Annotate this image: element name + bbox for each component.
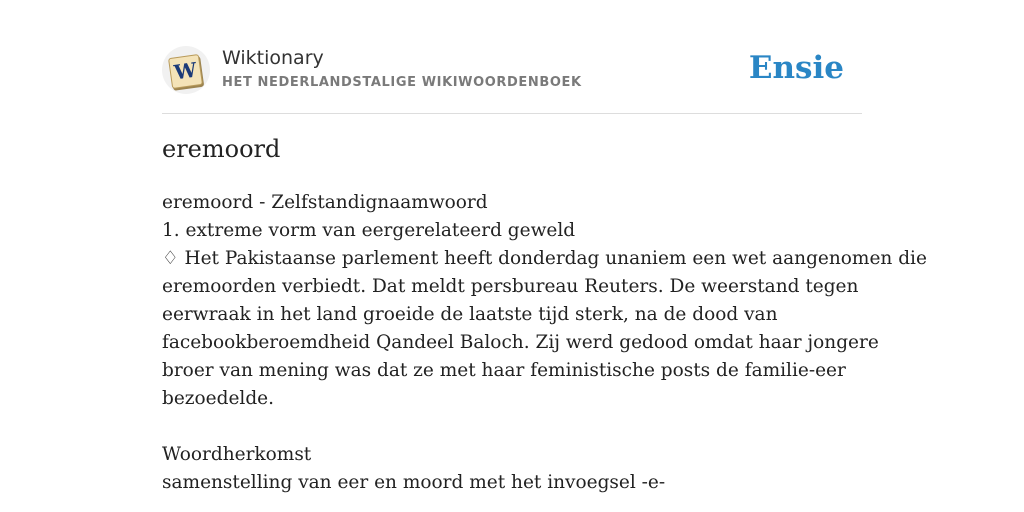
logo-letter: W [168, 54, 203, 89]
etymology-heading: Woordherkomst [162, 444, 312, 465]
example-line: bezoedelde. [162, 388, 275, 409]
word-class-line: eremoord - Zelfstandignaamwoord [162, 192, 488, 213]
ensie-brand-link[interactable]: Ensie [748, 50, 844, 86]
wiktionary-logo-icon[interactable] [162, 46, 210, 94]
spacer [162, 413, 864, 441]
example-line: eerwraak in het land groeide de laatste tijd sterk, na de dood van [162, 304, 778, 325]
example-line: broer van mening was dat ze met haar feministische posts de familie-eer [162, 360, 846, 381]
site-header [162, 44, 862, 114]
entry-content [162, 189, 927, 497]
header-divider [162, 113, 862, 114]
example-line: eremoorden verbiedt. Dat meldt persbureau Reuters. De weerstand tegen [162, 276, 859, 297]
example-line: ♢ Het Pakistaanse parlement heeft donderdag unaniem een wet aangenomen die [162, 248, 927, 269]
site-subtitle: HET NEDERLANDSTALIGE WIKIWOORDENBOEK [222, 75, 582, 90]
example-line: facebookberoemdheid Qandeel Baloch. Zij werd gedood omdat haar jongere [162, 332, 879, 353]
page-title: eremoord [162, 135, 281, 163]
definition-line: 1. extreme vorm van eergerelateerd geweld [162, 220, 576, 241]
site-title[interactable]: Wiktionary [222, 47, 324, 69]
etymology-text: samenstelling van eer en moord met het invoegsel -e- [162, 472, 666, 493]
